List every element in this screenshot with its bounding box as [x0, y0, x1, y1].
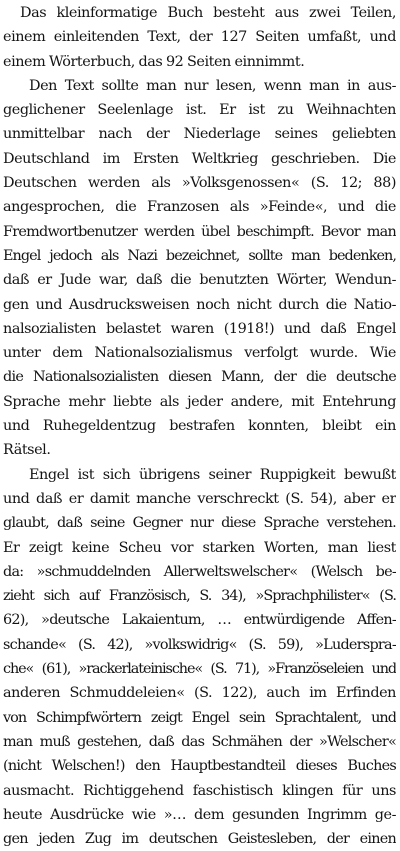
- text-line: unter dem Nationalsozialismus verfolgt wurde. Wie: [3, 345, 396, 362]
- text-line: 62), »deutsche Lakaientum, … entwürdigende Affen-: [3, 612, 396, 629]
- paragraph: [3, 74, 396, 463]
- text-line: Engel ist sich übrigens seiner Ruppigkeit bewußt: [29, 466, 396, 483]
- text-line: daß er Jude war, daß die benutzten Wörter, Wendun-: [3, 272, 396, 289]
- paragraph: [3, 1, 396, 74]
- text-line: zieht sich auf Französisch, S. 34), »Sprachphilister« (S.: [3, 588, 396, 605]
- text-line: einem Wörterbuch, das 92 Seiten einnimmt.: [3, 53, 305, 70]
- text-line: angesprochen, die Franzosen als »Feinde«, und die: [3, 199, 396, 216]
- text-line: da: »schmuddelnden Allerweltswelscher« (Welsch be-: [3, 563, 396, 580]
- text-line: glaubt, daß seine Gegner nur diese Sprache verstehen.: [3, 515, 396, 532]
- text-line: heute Ausdrücke wie »… dem gesunden Ingrimm ge-: [3, 806, 396, 823]
- text-line: geglichener Seelenlage ist. Er ist zu Weihnachten: [3, 102, 396, 119]
- text-line: Fremdwortbenutzer werden übel beschimpft. Bevor man: [3, 223, 396, 240]
- text-line: gen jeden Zug im deutschen Geistesleben, der einen: [3, 831, 396, 848]
- text-line: Engel jedoch als Nazi bezeichnet, sollte man bedenken,: [3, 247, 396, 264]
- text-line: che« (61), »rackerlateinische« (S. 71), »Französeleien und: [3, 661, 396, 678]
- text-line: unmittelbar nach der Niederlage seines geliebten: [3, 126, 396, 143]
- text-line: Deutschland im Ersten Weltkrieg geschrieben. Die: [3, 150, 396, 167]
- text-line: gen und Ausdrucksweisen noch nicht durch die Natio-: [3, 296, 396, 313]
- text-line: Rätsel.: [3, 442, 51, 459]
- text-line: die Nationalsozialisten diesen Mann, der die deutsche: [3, 369, 396, 386]
- text-line: und daß er damit manche verschreckt (S. 54), aber er: [3, 490, 396, 507]
- text-line: von Schimpfwörtern zeigt Engel sein Sprachtalent, und: [3, 709, 396, 726]
- text-line: schande« (S. 42), »volkswidrig« (S. 59), »Ludersprа-: [3, 636, 396, 653]
- text-line: nalsozialisten belastet waren (1918!) und daß Engel: [3, 320, 396, 337]
- text-line: Den Text sollte man nur lesen, wenn man in aus-: [29, 77, 396, 94]
- text-line: einem einleitenden Text, der 127 Seiten umfaßt, und: [3, 29, 396, 46]
- paragraph: [3, 463, 396, 851]
- text-line: Sprache mehr liebte als jeder andere, mit Entehrung: [3, 393, 396, 410]
- text-line: ausmacht. Richtiggehend faschistisch klingen für uns: [3, 782, 396, 799]
- text-line: man muß gestehen, daß das Schmähen der »Welscher«: [3, 733, 396, 750]
- text-line: Er zeigt keine Scheu vor starken Worten, man liest: [3, 539, 396, 556]
- text-line: und Ruhegeldentzug bestrafen konnten, bleibt ein: [3, 418, 396, 435]
- text-line: (nicht Welschen!) den Hauptbestandteil dieses Buches: [3, 758, 396, 775]
- text-line: Deutschen werden als »Volksgenossen« (S. 12; 88): [3, 175, 396, 192]
- text-line: anderen Schmuddeleien« (S. 122), auch im Erfinden: [3, 685, 396, 702]
- text-line: Das kleinformatige Buch besteht aus zwei Teilen,: [20, 5, 396, 21]
